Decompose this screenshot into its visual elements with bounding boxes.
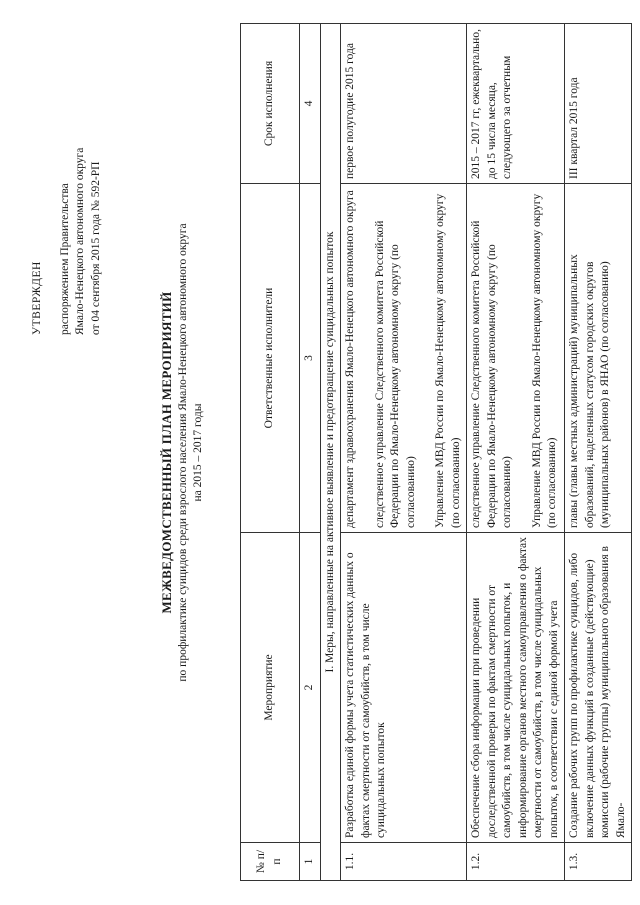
approval-line-2: Ямало-Ненецкого автономного округа (74, 147, 87, 335)
approval-line-1: распоряжением Правительства (58, 183, 71, 335)
title-main: МЕЖВЕДОМСТВЕННЫЙ ПЛАН МЕРОПРИЯТИЙ (159, 291, 174, 614)
index-cell-2: 2 (300, 533, 321, 843)
executor-item: Управление МВД России по Ямало-Ненецкому автономному округу (по согласованию) (434, 193, 462, 528)
index-cell-1: 1 (300, 843, 321, 881)
row-num: 1.3. (565, 843, 632, 881)
table-row (467, 24, 565, 881)
index-row (300, 24, 321, 881)
index-cell-3: 3 (300, 184, 321, 533)
section-title: I. Меры, направленные на активное выявление и предотвращение суицидальных попыток (320, 24, 341, 881)
row-deadline: III квартал 2015 года (565, 24, 632, 184)
executor-item: департамент здравоохранения Ямало-Ненецкого автономного округа (344, 190, 357, 528)
title-period: на 2015 – 2017 годы (192, 403, 205, 502)
index-cell-4: 4 (300, 24, 321, 184)
row-num: 1.1. (341, 843, 467, 881)
document-title (158, 90, 207, 815)
row-deadline: 2015 – 2017 гг, ежеквартально, до 15 числа месяца, следующего за отчетным (467, 24, 565, 184)
row-deadline: первое полугодие 2015 года (341, 24, 467, 184)
section-row (320, 24, 341, 881)
executor-item: главы (главы местных администраций) муниципальных образований, наделенных статусом городских округов (муниципальных районов) в ЯНАО (по согласованию) (568, 254, 612, 528)
header-event: Мероприятие (241, 533, 300, 843)
row-executors (467, 184, 565, 533)
plan-table (240, 23, 632, 881)
row-event: Создание рабочих групп по профилактике суицидов, либо включение данных функций в созданные (действующие) комиссии (рабочие группы) муниципального образования в Ямало- (565, 533, 632, 843)
header-executors: Ответственные исполнители (241, 184, 300, 533)
title-subtitle: по профилактике суицидов среди взрослого населения Ямало-Ненецкого автономного округа (176, 223, 189, 682)
executor-item: следственное управление Следственного комитета Российской Федерации по Ямало-Ненецкому автономному округу (по согласованию) (373, 220, 417, 528)
row-event: Разработка единой формы учета статистических данных о фактах смертности от самоубийств, в том числе суицидальных попыток (341, 533, 467, 843)
row-num: 1.2. (467, 843, 565, 881)
header-row (241, 24, 300, 881)
header-deadline: Срок исполнения (241, 24, 300, 184)
table-row (565, 24, 632, 881)
approval-heading: УТВЕРЖДЕН (31, 261, 43, 335)
executor-item: Управление МВД России по Ямало-Ненецкому автономному округу (по согласованию) (530, 193, 559, 528)
row-executors (565, 184, 632, 533)
executor-item: следственное управление Следственного комитета Российской Федерации по Ямало-Ненецкому автономному округу (по согласованию) (470, 220, 514, 528)
table-row (341, 24, 467, 881)
row-event: Обеспечение сбора информации при проведении доследственной проверки по фактам смертности от самоубийств, в том числе суицидальных попыток, и информирование органов местного самоуправления о фактах смертности от самоубийств, в том числе суицидальных попыток, в соответствии с единой формой учета (467, 533, 565, 843)
approval-block (30, 15, 104, 335)
approval-line-3: от 04 сентября 2015 года № 592-РП (89, 161, 102, 335)
row-executors (341, 184, 467, 533)
header-num: № п/п (241, 843, 300, 881)
